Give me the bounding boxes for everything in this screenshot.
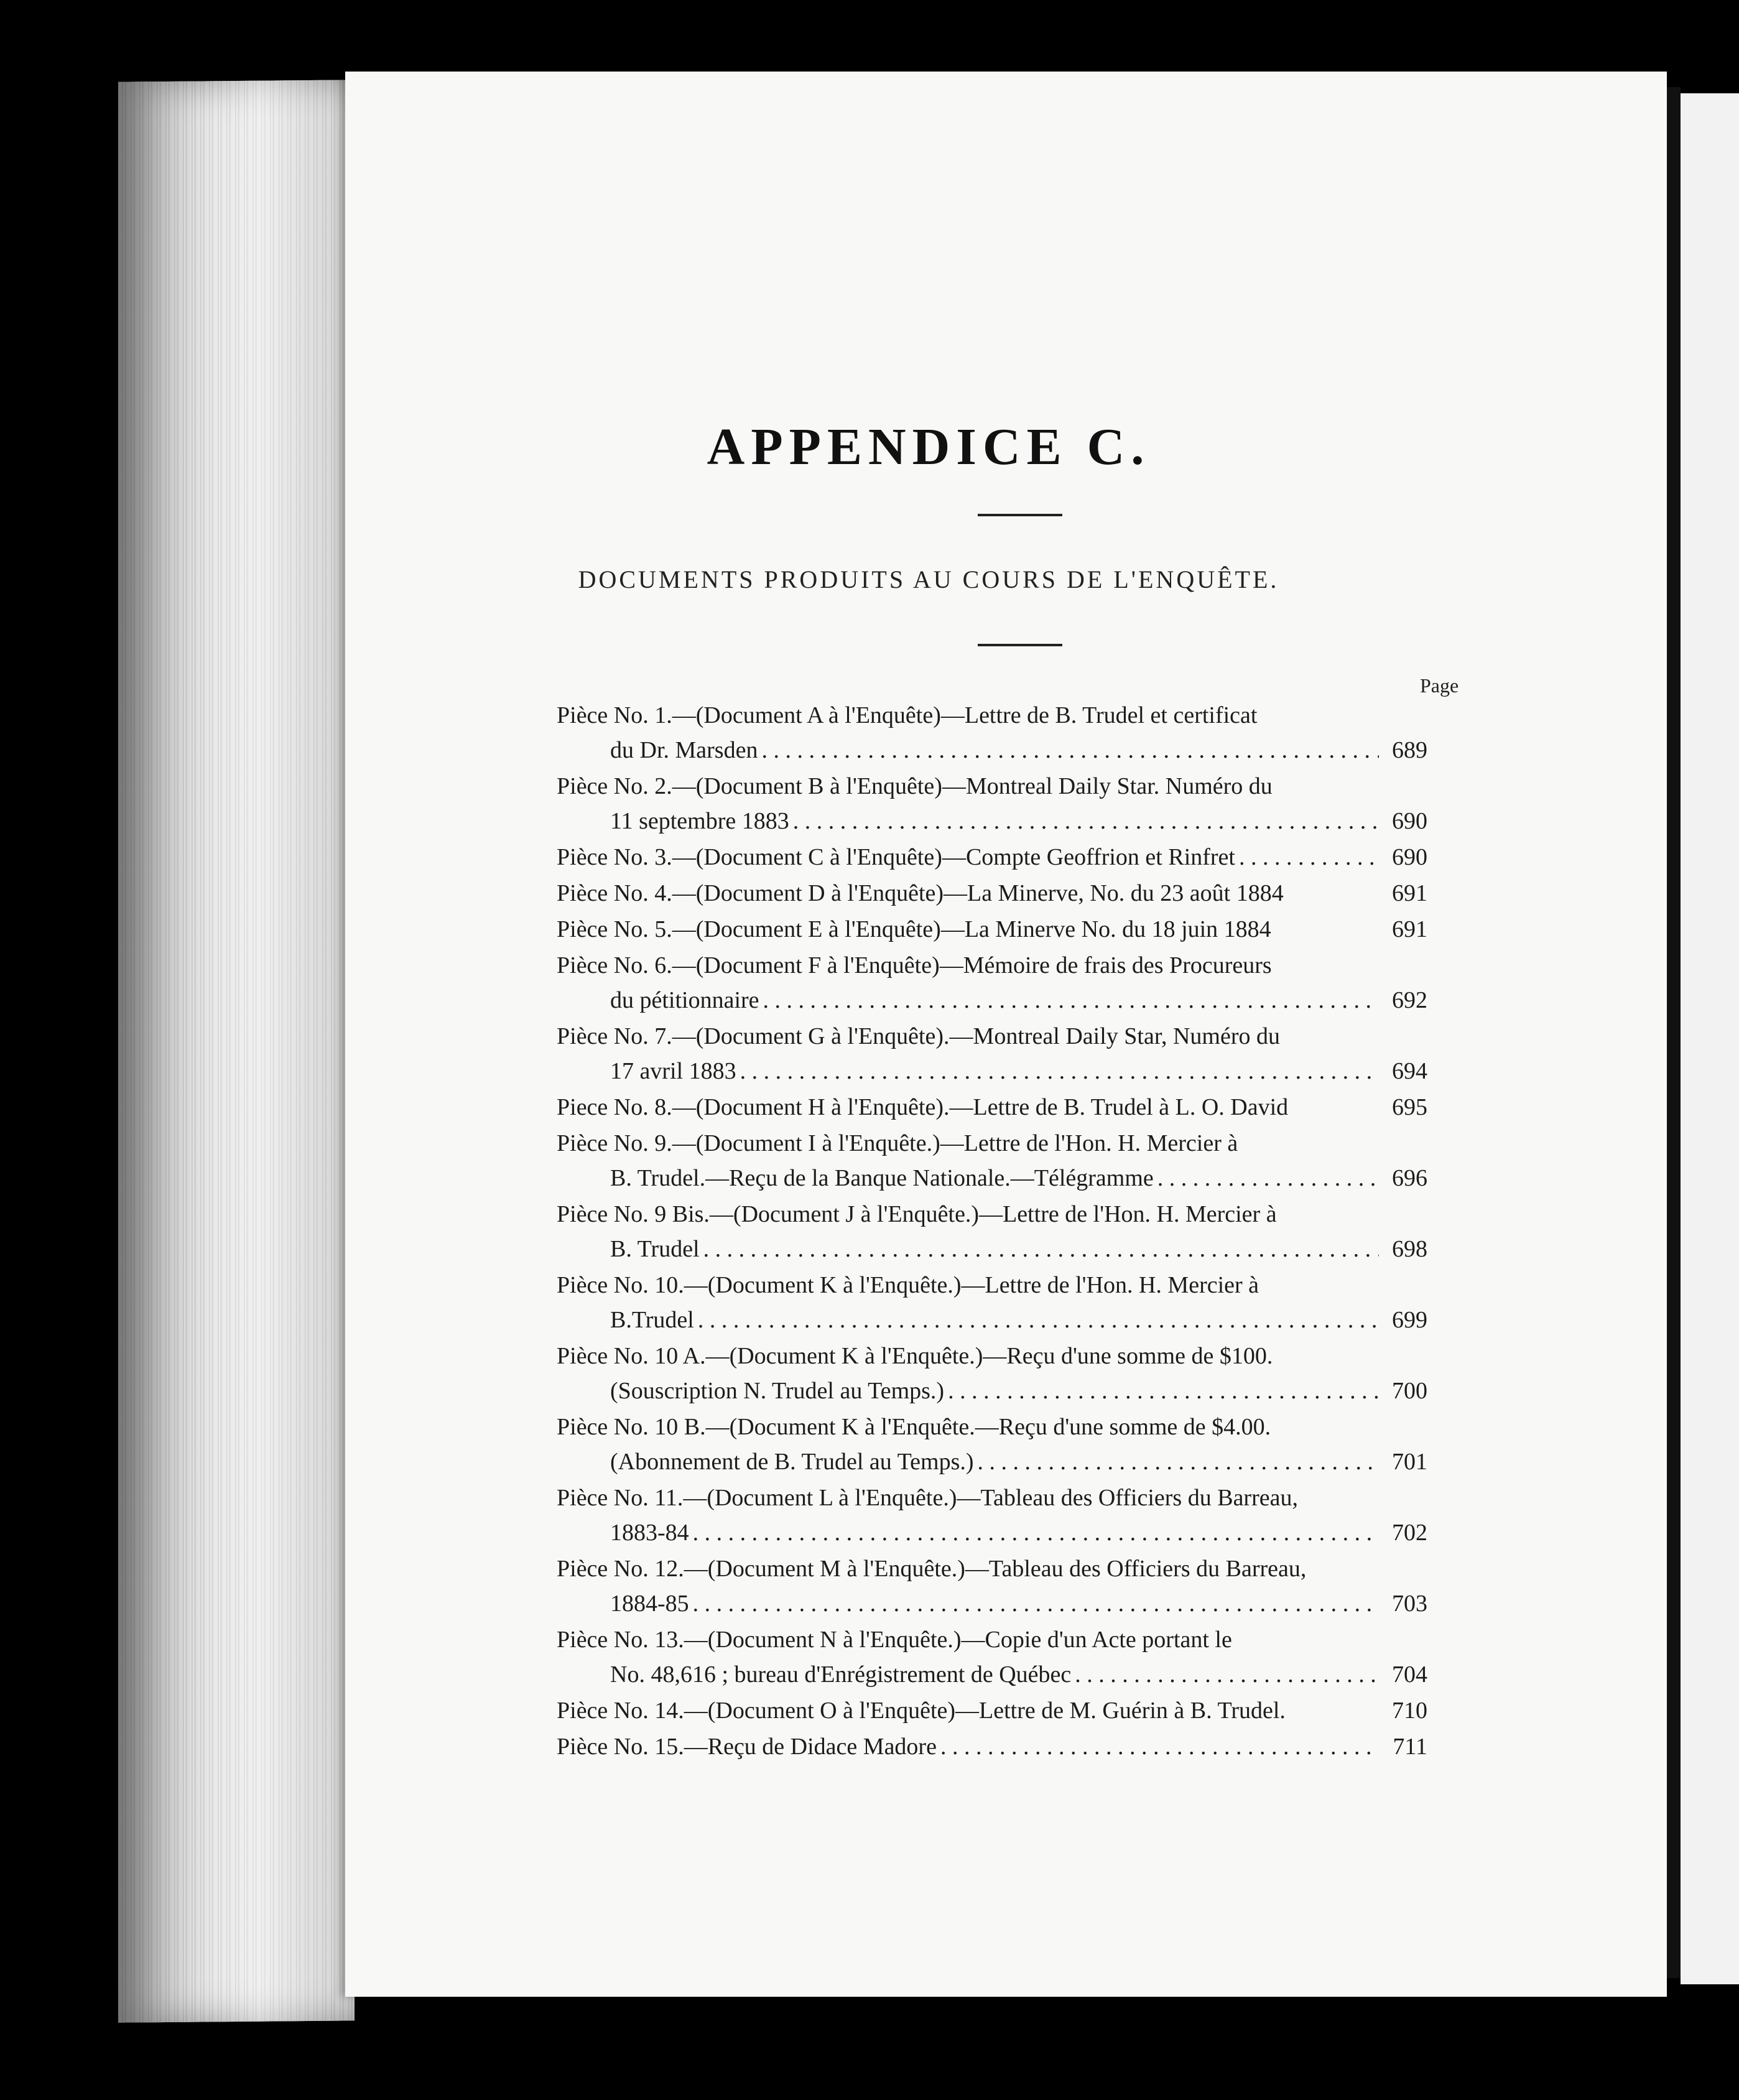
entry-text: Pièce No. 1.—(Document A à l'Enquête)—Lettre de B. Trudel et certificat xyxy=(557,702,1258,728)
page-number: 694 xyxy=(1392,1058,1427,1084)
toc-entry xyxy=(557,840,1427,875)
toc-entry xyxy=(557,1197,1427,1266)
entry-text-cont: B. Trudel.—Reçu de la Banque Nationale.—Télégramme xyxy=(610,1165,1154,1191)
page-number: 690 xyxy=(1392,808,1427,834)
leader-dots xyxy=(940,1729,1379,1764)
entry-text-cont: 1884-85 xyxy=(610,1591,689,1617)
entry-text-cont: du pétitionnaire xyxy=(610,987,759,1013)
leader-dots xyxy=(978,1444,1379,1479)
leader-dots xyxy=(761,733,1379,768)
page-number: 704 xyxy=(1392,1661,1427,1688)
leader-dots xyxy=(740,1054,1379,1089)
entry-text: Pièce No. 5.—(Document E à l'Enquête)—La Minerve No. du 18 juin 1884 xyxy=(557,916,1271,942)
entry-text: Pièce No. 3.—(Document C à l'Enquête)—Compte Geoffrion et Rinfret xyxy=(557,844,1235,870)
page-title: APPENDICE C. xyxy=(707,418,1151,476)
page-number: 690 xyxy=(1392,844,1427,870)
entry-text-cont: B.Trudel xyxy=(610,1307,694,1333)
leader-dots xyxy=(948,1373,1379,1408)
entry-text: Pièce No. 12.—(Document M à l'Enquête.)—Tableau des Officiers du Barreau, xyxy=(557,1556,1307,1582)
entry-text: Pièce No. 14.—(Document O à l'Enquête)—Lettre de M. Guérin à B. Trudel. xyxy=(557,1698,1286,1724)
page-number: 711 xyxy=(1393,1734,1427,1760)
entry-text-cont: du Dr. Marsden xyxy=(610,737,758,763)
page-number: 698 xyxy=(1392,1236,1427,1262)
toc-entry xyxy=(557,1339,1427,1408)
toc-entry xyxy=(557,1551,1427,1621)
entry-text: Pièce No. 9 Bis.—(Document J à l'Enquête.)—Lettre de l'Hon. H. Mercier à xyxy=(557,1201,1277,1227)
page-number: 696 xyxy=(1392,1165,1427,1191)
toc-entry xyxy=(557,1090,1427,1125)
book-gutter xyxy=(1667,87,1681,1978)
entry-text: Pièce No. 15.—Reçu de Didace Madore xyxy=(557,1734,937,1760)
toc-entry xyxy=(557,1019,1427,1089)
page-number: 703 xyxy=(1392,1591,1427,1617)
table-of-contents xyxy=(557,698,1427,1765)
page-number: 701 xyxy=(1392,1449,1427,1475)
entry-text: Pièce No. 10 B.—(Document K à l'Enquête.—Reçu d'une somme de $4.00. xyxy=(557,1414,1271,1440)
entry-text: Pièce No. 7.—(Document G à l'Enquête).—Montreal Daily Star, Numéro du xyxy=(557,1023,1280,1049)
leader-dots xyxy=(1157,1161,1379,1196)
toc-entry xyxy=(557,1480,1427,1550)
page-number: 695 xyxy=(1392,1094,1427,1120)
page-number: 699 xyxy=(1392,1307,1427,1333)
entry-text: Pièce No. 10.—(Document K à l'Enquête.)—Lettre de l'Hon. H. Mercier à xyxy=(557,1272,1259,1298)
page-number: 689 xyxy=(1392,737,1427,763)
toc-entry xyxy=(557,769,1427,839)
toc-entry xyxy=(557,1622,1427,1692)
toc-entry xyxy=(557,876,1427,911)
toc-entry xyxy=(557,1268,1427,1337)
entry-text: Pièce No. 6.—(Document F à l'Enquête)—Mémoire de frais des Procureurs xyxy=(557,952,1272,978)
page-edge-shading xyxy=(118,80,355,2022)
entry-text: Pièce No. 10 A.—(Document K à l'Enquête.)—Reçu d'une somme de $100. xyxy=(557,1343,1273,1369)
entry-text-cont: (Abonnement de B. Trudel au Temps.) xyxy=(610,1449,974,1475)
entry-text: Pièce No. 11.—(Document L à l'Enquête.)—Tableau des Officiers du Barreau, xyxy=(557,1485,1298,1511)
entry-text-cont: 17 avril 1883 xyxy=(610,1058,736,1084)
title-rule xyxy=(978,514,1062,516)
page-number: 692 xyxy=(1392,987,1427,1013)
entry-text-cont: 11 septembre 1883 xyxy=(610,808,789,834)
entry-text: Pièce No. 4.—(Document D à l'Enquête)—La Minerve, No. du 23 août 1884 xyxy=(557,880,1284,906)
leader-dots xyxy=(1075,1657,1379,1692)
subtitle-rule xyxy=(978,644,1062,646)
leader-dots xyxy=(698,1303,1379,1337)
toc-entry xyxy=(557,912,1427,947)
entry-text: Piece No. 8.—(Document H à l'Enquête).—Lettre de B. Trudel à L. O. David xyxy=(557,1094,1289,1120)
page-number: 700 xyxy=(1392,1378,1427,1404)
entry-text: Pièce No. 2.—(Document B à l'Enquête)—Montreal Daily Star. Numéro du xyxy=(557,773,1273,799)
toc-entry xyxy=(557,1693,1427,1728)
page-number: 691 xyxy=(1392,916,1427,942)
entry-text-cont: B. Trudel xyxy=(610,1236,700,1262)
leader-dots xyxy=(703,1232,1379,1266)
toc-entry xyxy=(557,948,1427,1018)
toc-entry xyxy=(557,1410,1427,1479)
facing-page-edge xyxy=(1681,93,1739,1984)
page-number: 710 xyxy=(1392,1698,1427,1724)
page-number: 702 xyxy=(1392,1520,1427,1546)
toc-entry xyxy=(557,1729,1427,1764)
toc-entry xyxy=(557,698,1427,768)
entry-text-cont: No. 48,616 ; bureau d'Enrégistrement de Québec xyxy=(610,1661,1072,1688)
page-subtitle: DOCUMENTS PRODUITS AU COURS DE L'ENQUÊTE. xyxy=(578,565,1279,593)
entry-text-cont: 1883-84 xyxy=(610,1520,689,1546)
entry-text: Pièce No. 13.—(Document N à l'Enquête.)—Copie d'un Acte portant le xyxy=(557,1627,1232,1653)
leader-dots xyxy=(693,1586,1379,1621)
leader-dots xyxy=(763,983,1379,1018)
page-column-label: Page xyxy=(1420,674,1459,697)
leader-dots xyxy=(693,1515,1379,1550)
entry-text: Pièce No. 9.—(Document I à l'Enquête.)—Lettre de l'Hon. H. Mercier à xyxy=(557,1130,1238,1156)
entry-text-cont: (Souscription N. Trudel au Temps.) xyxy=(610,1378,945,1404)
toc-entry xyxy=(557,1126,1427,1196)
leader-dots xyxy=(793,804,1379,839)
page-number: 691 xyxy=(1392,880,1427,906)
leader-dots xyxy=(1239,840,1379,875)
